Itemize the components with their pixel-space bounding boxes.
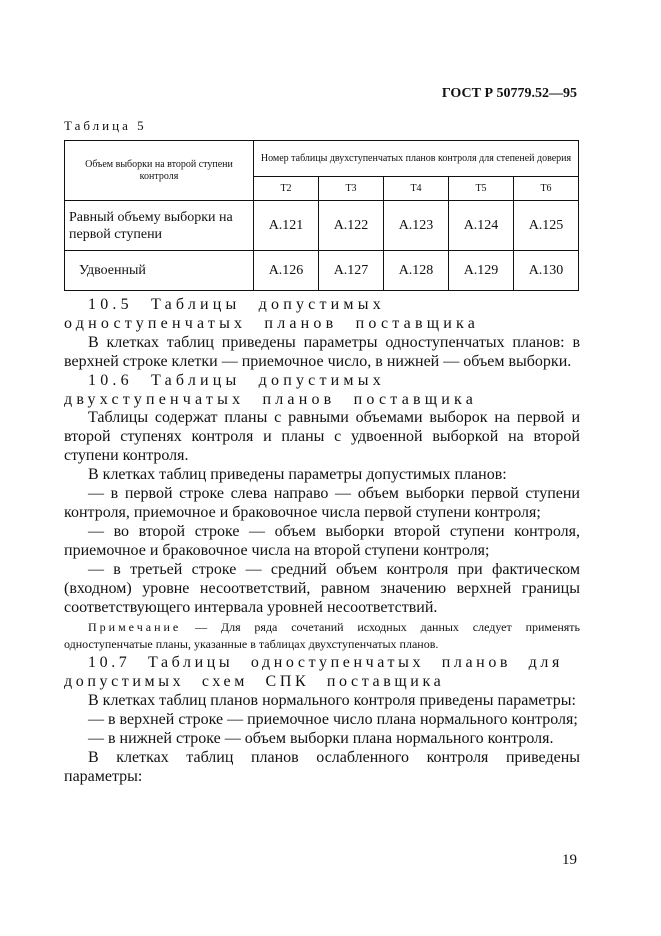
degree-header: Т6 xyxy=(514,177,579,201)
degree-header: Т2 xyxy=(254,177,319,201)
table-cell: А.127 xyxy=(319,251,384,291)
section-heading-10-6: 10.6 Таблицы допустимых двухступенчатых планов поставщика xyxy=(64,371,478,408)
note-text: — Для ряда сочетаний исходных данных следует применять одноступенчатые планы, указанные в таблицах двухступенчатых планов. xyxy=(64,620,581,652)
list-item: — в первой строке слева направо — объем выборки первой ступени контроля, приемочное и браковочное числа первой ступени контроля; xyxy=(64,485,580,521)
table-row xyxy=(65,201,579,251)
standard-header: ГОСТ Р 50779.52—95 xyxy=(441,86,577,101)
row-label: Равный объему выборки на первой ступени xyxy=(65,201,254,251)
list-item: — в третьей строке — средний объем контроля при фактическом (входном) уровне несоответствий, равном значению верхней границы соответствующего интервала уровней несоответствий. xyxy=(64,560,580,616)
page-number: 19 xyxy=(562,852,577,868)
table-cell: А.121 xyxy=(254,201,319,251)
row-label: Удвоенный xyxy=(65,251,254,291)
section-heading-10-7: 10.7 Таблицы одноступенчатых планов для допустимых схем СПК поставщика xyxy=(64,654,563,691)
table-cell: А.128 xyxy=(384,251,449,291)
col1-header: Объем выборки на второй ступени контроля xyxy=(65,141,254,201)
table-cell: А.123 xyxy=(384,201,449,251)
list-item: — в верхней строке — приемочное число плана нормального контроля; xyxy=(88,711,578,729)
table-row xyxy=(65,251,579,291)
table-cell: А.125 xyxy=(514,201,579,251)
note-label: Примечание xyxy=(88,620,182,635)
degree-header: Т5 xyxy=(449,177,514,201)
list-item: — во второй строке — объем выборки второй ступени контроля, приемочное и браковочное числа на второй ступени контроля; xyxy=(64,522,580,559)
table-cell: А.124 xyxy=(449,201,514,251)
table-cell: А.122 xyxy=(319,201,384,251)
paragraph: В клетках таблиц планов ослабленного контроля приведены параметры: xyxy=(64,748,580,785)
table-cell: А.130 xyxy=(514,251,579,291)
table-5 xyxy=(64,140,579,291)
degree-header: Т3 xyxy=(319,177,384,201)
note xyxy=(64,619,580,653)
table-cell: А.129 xyxy=(449,251,514,291)
paragraph: В клетках таблиц планов нормального контроля приведены параметры: xyxy=(88,692,576,710)
degree-header: Т4 xyxy=(384,177,449,201)
paragraph: В клетках таблиц приведены параметры допустимых планов: xyxy=(88,466,507,484)
paragraph: Таблицы содержат планы с равными объемами выборок на первой и второй ступенях контроля и планы с удвоенной выборкой на второй ступени контроля. xyxy=(64,409,580,465)
table-cell: А.126 xyxy=(254,251,319,291)
paragraph: В клетках таблиц приведены параметры одноступенчатых планов: в верхней строке клетки — приемочное число, в нижней — объем выборки. xyxy=(64,333,580,370)
body-text xyxy=(64,296,580,787)
group-header: Номер таблицы двухступенчатых планов контроля для степеней доверия xyxy=(254,141,579,177)
section-heading-10-5: 10.5 Таблицы допустимых одноступенчатых планов поставщика xyxy=(64,296,480,332)
list-item: — в нижней строке — объем выборки плана нормального контроля. xyxy=(88,730,554,748)
table-caption: Таблица 5 xyxy=(64,118,147,133)
